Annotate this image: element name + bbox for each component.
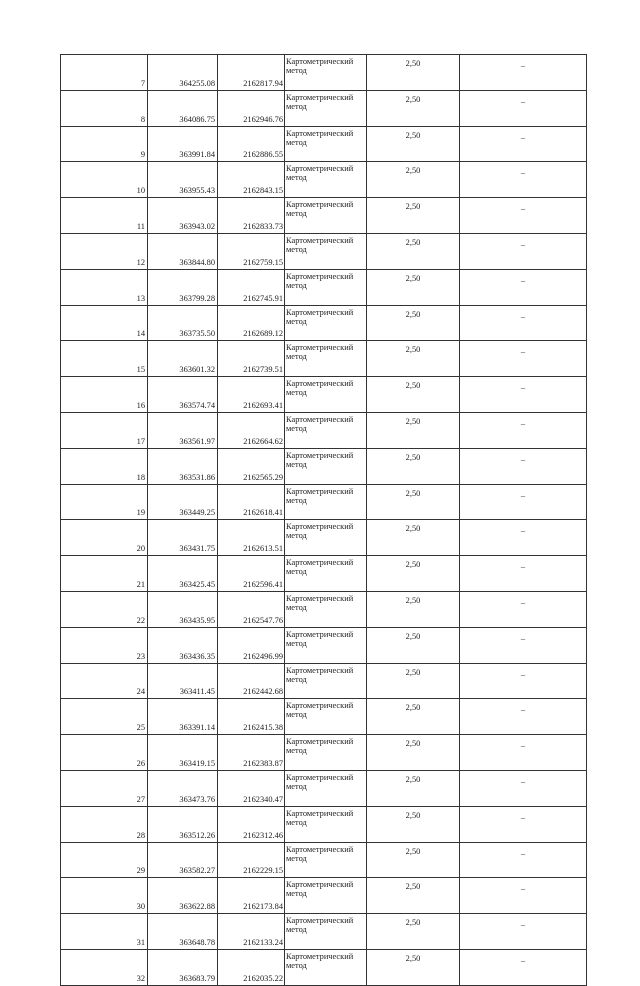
table-row [61, 878, 587, 914]
table-row [61, 914, 587, 950]
table-row [61, 233, 587, 269]
accuracy-cell: 2,50 [367, 126, 460, 162]
note-cell: – [460, 806, 587, 842]
method-label-line-2: метод [286, 638, 307, 648]
point-number-cell: 10 [61, 162, 148, 198]
method-label-line-1: Картометрический [286, 737, 354, 747]
y-coordinate-cell: 2162739.51 [218, 341, 285, 377]
accuracy-cell: 2,50 [367, 770, 460, 806]
point-number-cell: 26 [61, 735, 148, 771]
note-cell: – [460, 484, 587, 520]
x-coordinate-cell: 363683.79 [148, 949, 218, 985]
x-coordinate-cell: 363431.75 [148, 520, 218, 556]
method-label-line-2: метод [286, 459, 307, 469]
method-label-line-2: метод [286, 280, 307, 290]
x-coordinate-cell: 363411.45 [148, 663, 218, 699]
point-number-cell: 20 [61, 520, 148, 556]
accuracy-cell: 2,50 [367, 735, 460, 771]
table-row [61, 663, 587, 699]
method-cell [285, 233, 367, 269]
y-coordinate-cell: 2162689.12 [218, 305, 285, 341]
note-cell: – [460, 556, 587, 592]
y-coordinate-cell: 2162547.76 [218, 591, 285, 627]
point-number-cell: 16 [61, 377, 148, 413]
method-cell [285, 842, 367, 878]
note-cell: – [460, 55, 587, 91]
method-label-line-1: Картометрический [286, 558, 354, 568]
note-cell: – [460, 90, 587, 126]
method-label-line-1: Картометрический [286, 92, 354, 102]
x-coordinate-cell: 363449.25 [148, 484, 218, 520]
accuracy-cell: 2,50 [367, 341, 460, 377]
method-label-line-1: Картометрический [286, 164, 354, 174]
table-row [61, 269, 587, 305]
y-coordinate-cell: 2162946.76 [218, 90, 285, 126]
note-cell: – [460, 520, 587, 556]
point-number-cell: 28 [61, 806, 148, 842]
point-number-cell: 24 [61, 663, 148, 699]
method-cell [285, 878, 367, 914]
table-row [61, 842, 587, 878]
method-label-line-1: Картометрический [286, 522, 354, 532]
method-cell [285, 663, 367, 699]
point-number-cell: 14 [61, 305, 148, 341]
accuracy-cell: 2,50 [367, 627, 460, 663]
note-cell: – [460, 269, 587, 305]
y-coordinate-cell: 2162035.22 [218, 949, 285, 985]
method-label-line-2: метод [286, 746, 307, 756]
note-cell: – [460, 842, 587, 878]
accuracy-cell: 2,50 [367, 269, 460, 305]
method-cell [285, 770, 367, 806]
table-row [61, 341, 587, 377]
method-label-line-1: Картометрический [286, 271, 354, 281]
method-label-line-1: Картометрический [286, 880, 354, 890]
accuracy-cell: 2,50 [367, 90, 460, 126]
x-coordinate-cell: 363735.50 [148, 305, 218, 341]
method-cell [285, 520, 367, 556]
point-number-cell: 29 [61, 842, 148, 878]
method-label-line-1: Картометрический [286, 128, 354, 138]
method-label-line-2: метод [286, 316, 307, 326]
y-coordinate-cell: 2162312.46 [218, 806, 285, 842]
x-coordinate-cell: 363391.14 [148, 699, 218, 735]
method-cell [285, 412, 367, 448]
point-number-cell: 18 [61, 448, 148, 484]
note-cell: – [460, 914, 587, 950]
y-coordinate-cell: 2162383.87 [218, 735, 285, 771]
x-coordinate-cell: 363991.84 [148, 126, 218, 162]
table-row [61, 198, 587, 234]
accuracy-cell: 2,50 [367, 520, 460, 556]
method-label-line-2: метод [286, 495, 307, 505]
accuracy-cell: 2,50 [367, 55, 460, 91]
table-row [61, 484, 587, 520]
y-coordinate-cell: 2162613.51 [218, 520, 285, 556]
method-label-line-2: метод [286, 423, 307, 433]
accuracy-cell: 2,50 [367, 484, 460, 520]
y-coordinate-cell: 2162415.38 [218, 699, 285, 735]
y-coordinate-cell: 2162745.91 [218, 269, 285, 305]
table-row [61, 520, 587, 556]
method-cell [285, 806, 367, 842]
method-label-line-2: метод [286, 960, 307, 970]
note-cell: – [460, 412, 587, 448]
y-coordinate-cell: 2162886.55 [218, 126, 285, 162]
y-coordinate-cell: 2162340.47 [218, 770, 285, 806]
point-number-cell: 31 [61, 914, 148, 950]
method-cell [285, 55, 367, 91]
point-number-cell: 11 [61, 198, 148, 234]
method-cell [285, 90, 367, 126]
y-coordinate-cell: 2162565.29 [218, 448, 285, 484]
y-coordinate-cell: 2162817.94 [218, 55, 285, 91]
note-cell: – [460, 878, 587, 914]
table-row [61, 806, 587, 842]
method-cell [285, 949, 367, 985]
note-cell: – [460, 305, 587, 341]
table-row [61, 627, 587, 663]
method-label-line-2: метод [286, 137, 307, 147]
method-cell [285, 591, 367, 627]
point-number-cell: 8 [61, 90, 148, 126]
y-coordinate-cell: 2162843.15 [218, 162, 285, 198]
table-row [61, 735, 587, 771]
method-cell [285, 699, 367, 735]
point-number-cell: 21 [61, 556, 148, 592]
coordinates-table [60, 54, 587, 986]
method-label-line-2: метод [286, 531, 307, 541]
point-number-cell: 27 [61, 770, 148, 806]
method-cell [285, 735, 367, 771]
x-coordinate-cell: 363436.35 [148, 627, 218, 663]
x-coordinate-cell: 364255.08 [148, 55, 218, 91]
point-number-cell: 25 [61, 699, 148, 735]
table-row [61, 412, 587, 448]
note-cell: – [460, 126, 587, 162]
y-coordinate-cell: 2162833.73 [218, 198, 285, 234]
method-label-line-2: метод [286, 710, 307, 720]
note-cell: – [460, 735, 587, 771]
method-cell [285, 305, 367, 341]
y-coordinate-cell: 2162693.41 [218, 377, 285, 413]
point-number-cell: 32 [61, 949, 148, 985]
note-cell: – [460, 448, 587, 484]
y-coordinate-cell: 2162173.84 [218, 878, 285, 914]
note-cell: – [460, 949, 587, 985]
accuracy-cell: 2,50 [367, 556, 460, 592]
x-coordinate-cell: 363419.15 [148, 735, 218, 771]
method-label-line-1: Картометрический [286, 343, 354, 353]
method-label-line-1: Картометрический [286, 844, 354, 854]
note-cell: – [460, 591, 587, 627]
method-label-line-2: метод [286, 853, 307, 863]
accuracy-cell: 2,50 [367, 663, 460, 699]
point-number-cell: 15 [61, 341, 148, 377]
note-cell: – [460, 627, 587, 663]
y-coordinate-cell: 2162759.15 [218, 233, 285, 269]
table-row [61, 448, 587, 484]
table-row [61, 55, 587, 91]
table-row [61, 770, 587, 806]
note-cell: – [460, 341, 587, 377]
method-cell [285, 341, 367, 377]
point-number-cell: 17 [61, 412, 148, 448]
accuracy-cell: 2,50 [367, 591, 460, 627]
method-label-line-1: Картометрический [286, 200, 354, 210]
y-coordinate-cell: 2162229.15 [218, 842, 285, 878]
method-label-line-1: Картометрический [286, 57, 354, 66]
method-label-line-2: метод [286, 925, 307, 935]
method-label-line-2: метод [286, 173, 307, 183]
x-coordinate-cell: 363799.28 [148, 269, 218, 305]
x-coordinate-cell: 363425.45 [148, 556, 218, 592]
note-cell: – [460, 162, 587, 198]
table-row [61, 126, 587, 162]
method-label-line-1: Картометрический [286, 450, 354, 460]
x-coordinate-cell: 363574.74 [148, 377, 218, 413]
x-coordinate-cell: 363601.32 [148, 341, 218, 377]
note-cell: – [460, 699, 587, 735]
method-label-line-1: Картометрический [286, 593, 354, 603]
point-number-cell: 7 [61, 55, 148, 91]
point-number-cell: 23 [61, 627, 148, 663]
accuracy-cell: 2,50 [367, 305, 460, 341]
accuracy-cell: 2,50 [367, 699, 460, 735]
method-cell [285, 126, 367, 162]
method-label-line-1: Картометрический [286, 235, 354, 245]
x-coordinate-cell: 363955.43 [148, 162, 218, 198]
point-number-cell: 9 [61, 126, 148, 162]
method-label-line-2: метод [286, 889, 307, 899]
accuracy-cell: 2,50 [367, 162, 460, 198]
y-coordinate-cell: 2162496.99 [218, 627, 285, 663]
y-coordinate-cell: 2162596.41 [218, 556, 285, 592]
accuracy-cell: 2,50 [367, 806, 460, 842]
y-coordinate-cell: 2162618.41 [218, 484, 285, 520]
method-label-line-2: метод [286, 602, 307, 612]
accuracy-cell: 2,50 [367, 842, 460, 878]
x-coordinate-cell: 363561.97 [148, 412, 218, 448]
method-label-line-2: метод [286, 388, 307, 398]
method-label-line-2: метод [286, 567, 307, 577]
accuracy-cell: 2,50 [367, 949, 460, 985]
x-coordinate-cell: 363435.95 [148, 591, 218, 627]
x-coordinate-cell: 363648.78 [148, 914, 218, 950]
x-coordinate-cell: 363582.27 [148, 842, 218, 878]
x-coordinate-cell: 363512.26 [148, 806, 218, 842]
method-label-line-1: Картометрический [286, 629, 354, 639]
accuracy-cell: 2,50 [367, 448, 460, 484]
y-coordinate-cell: 2162442.68 [218, 663, 285, 699]
table-row [61, 591, 587, 627]
note-cell: – [460, 770, 587, 806]
method-cell [285, 448, 367, 484]
table-row [61, 162, 587, 198]
method-cell [285, 162, 367, 198]
x-coordinate-cell: 363531.86 [148, 448, 218, 484]
method-cell [285, 269, 367, 305]
method-label-line-1: Картометрический [286, 665, 354, 675]
note-cell: – [460, 377, 587, 413]
x-coordinate-cell: 363622.88 [148, 878, 218, 914]
note-cell: – [460, 663, 587, 699]
accuracy-cell: 2,50 [367, 198, 460, 234]
accuracy-cell: 2,50 [367, 233, 460, 269]
coordinates-table-body [61, 55, 587, 986]
x-coordinate-cell: 363473.76 [148, 770, 218, 806]
point-number-cell: 22 [61, 591, 148, 627]
table-row [61, 377, 587, 413]
point-number-cell: 30 [61, 878, 148, 914]
y-coordinate-cell: 2162664.62 [218, 412, 285, 448]
method-label-line-1: Картометрический [286, 916, 354, 926]
method-cell [285, 377, 367, 413]
method-label-line-1: Картометрический [286, 486, 354, 496]
table-row [61, 699, 587, 735]
x-coordinate-cell: 363844.80 [148, 233, 218, 269]
accuracy-cell: 2,50 [367, 878, 460, 914]
method-cell [285, 627, 367, 663]
method-label-line-1: Картометрический [286, 379, 354, 389]
method-cell [285, 484, 367, 520]
point-number-cell: 19 [61, 484, 148, 520]
method-cell [285, 198, 367, 234]
accuracy-cell: 2,50 [367, 412, 460, 448]
x-coordinate-cell: 363943.02 [148, 198, 218, 234]
point-number-cell: 12 [61, 233, 148, 269]
note-cell: – [460, 233, 587, 269]
table-row [61, 556, 587, 592]
method-label-line-2: метод [286, 781, 307, 791]
method-label-line-2: метод [286, 101, 307, 111]
method-label-line-1: Картометрический [286, 951, 354, 961]
method-cell [285, 914, 367, 950]
note-cell: – [460, 198, 587, 234]
method-label-line-2: метод [286, 352, 307, 362]
method-label-line-1: Картометрический [286, 414, 354, 424]
method-label-line-2: метод [286, 209, 307, 219]
x-coordinate-cell: 364086.75 [148, 90, 218, 126]
table-row [61, 949, 587, 985]
method-label-line-2: метод [286, 674, 307, 684]
accuracy-cell: 2,50 [367, 377, 460, 413]
method-label-line-2: метод [286, 817, 307, 827]
method-label-line-1: Картометрический [286, 808, 354, 818]
method-label-line-2: метод [286, 66, 307, 75]
method-label-line-2: метод [286, 244, 307, 254]
y-coordinate-cell: 2162133.24 [218, 914, 285, 950]
point-number-cell: 13 [61, 269, 148, 305]
method-label-line-1: Картометрический [286, 307, 354, 317]
table-row [61, 90, 587, 126]
method-label-line-1: Картометрический [286, 701, 354, 711]
table-row [61, 305, 587, 341]
accuracy-cell: 2,50 [367, 914, 460, 950]
method-label-line-1: Картометрический [286, 772, 354, 782]
method-cell [285, 556, 367, 592]
